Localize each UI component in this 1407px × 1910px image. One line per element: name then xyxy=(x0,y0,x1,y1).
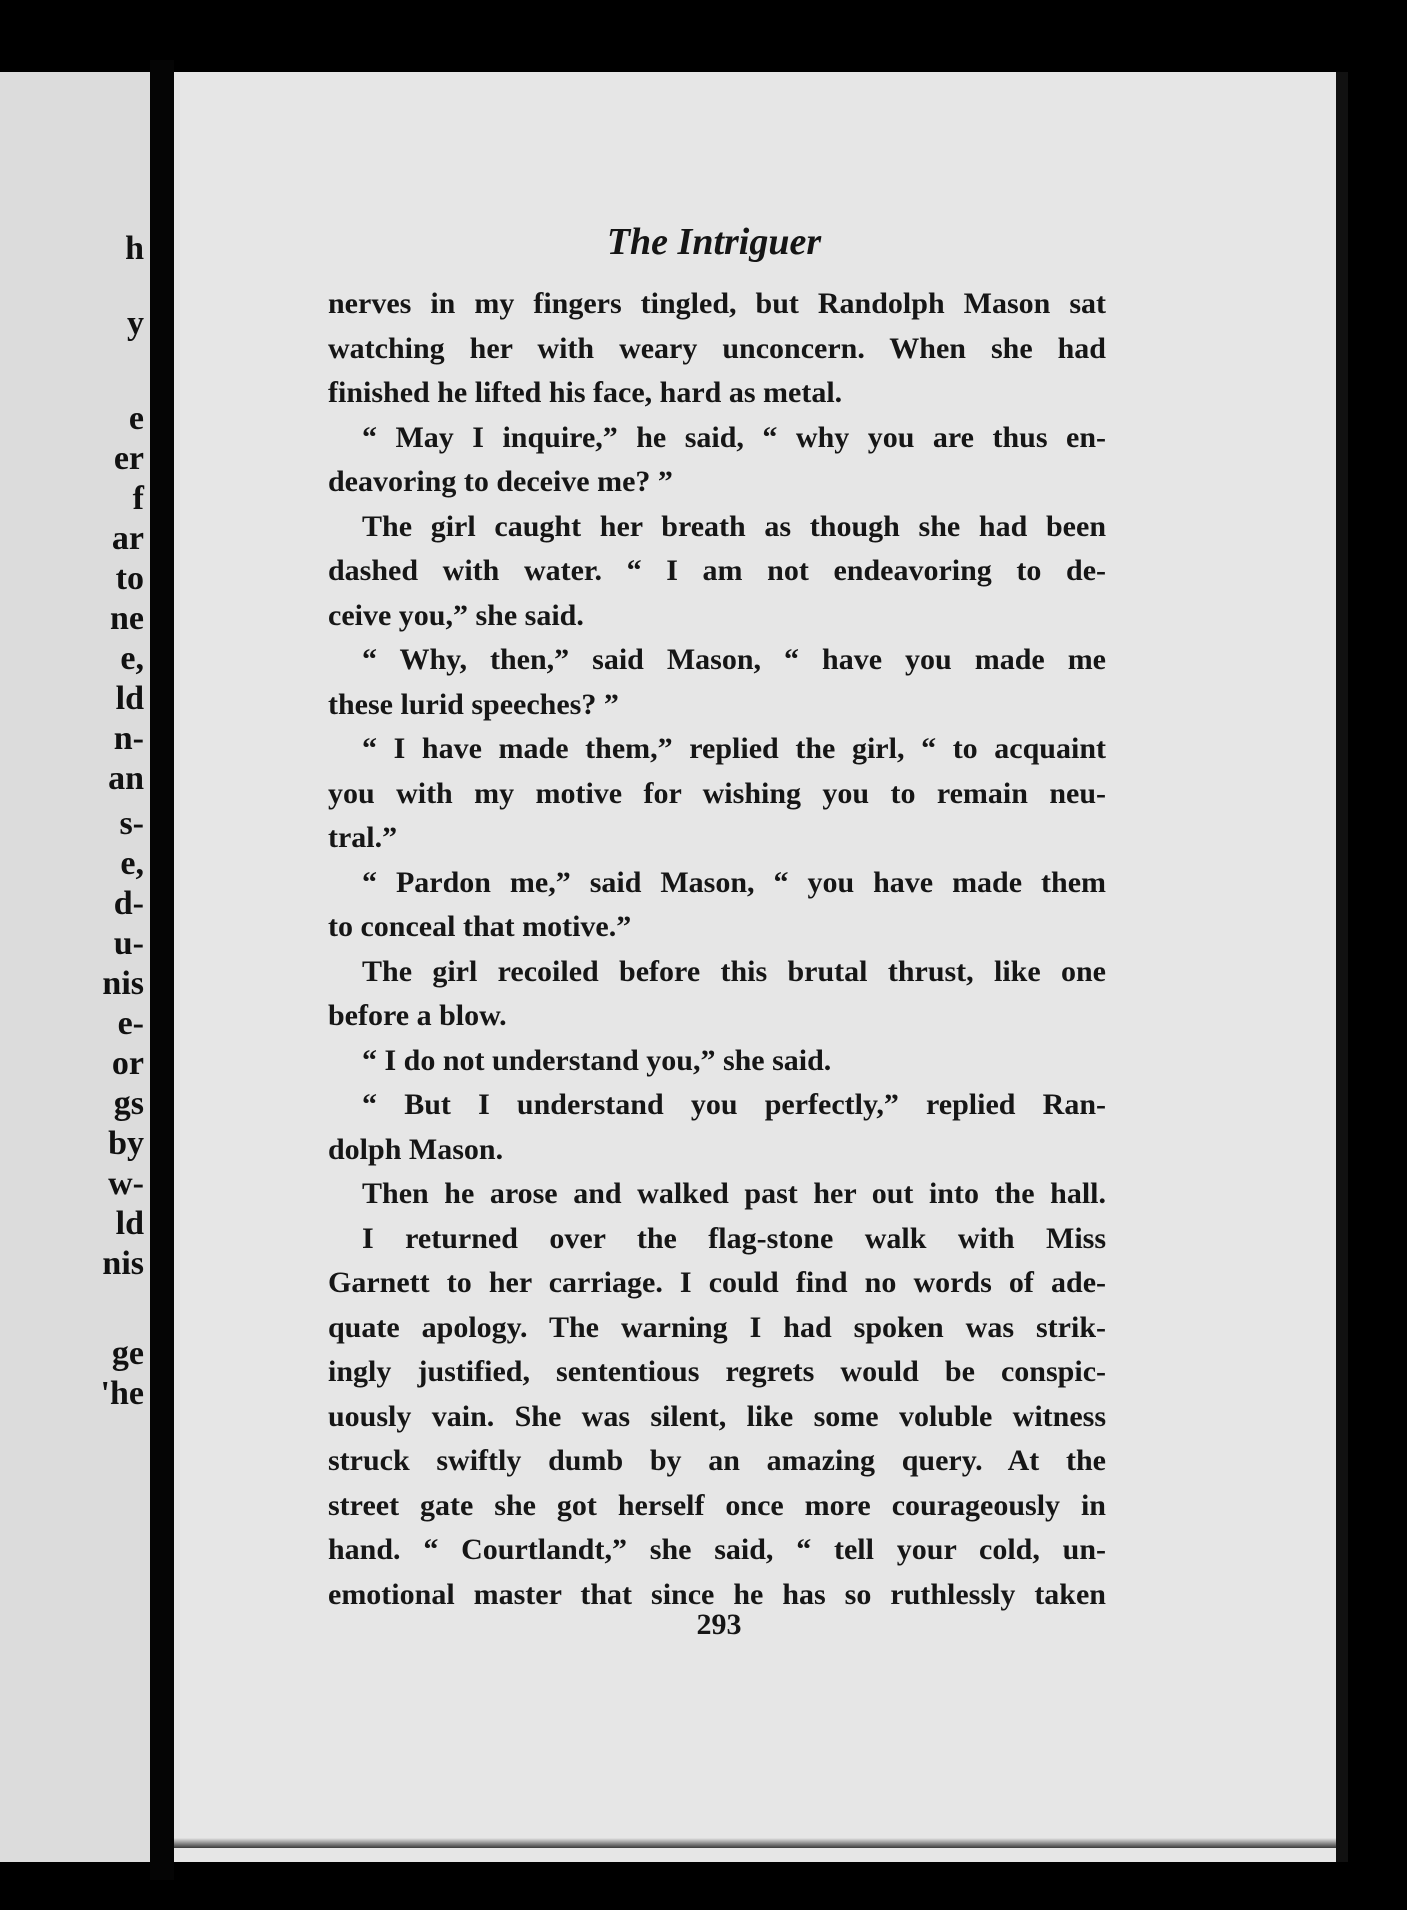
text-line: emotional master that since he has so ruthlessly taken xyxy=(328,1577,1106,1611)
text-line: “ Why, then,” said Mason, “ have you made me xyxy=(362,643,1106,676)
facing-page-text-fragment: ar xyxy=(111,520,144,557)
text-line: “ I do not understand you,” she said. xyxy=(362,1043,832,1077)
facing-page-text-fragment: or xyxy=(111,1045,144,1082)
text-line: uously vain. She was silent, like some voluble witness xyxy=(328,1399,1106,1433)
text-line: Then he arose and walked past her out into the hall. xyxy=(362,1177,1106,1210)
facing-page-text-fragment: s- xyxy=(119,805,144,842)
facing-page-text-fragment: d- xyxy=(113,885,144,922)
facing-page-text-fragment: nis xyxy=(102,1245,144,1282)
text-line: “ I have made them,” replied the girl, “ to acquaint xyxy=(362,732,1106,765)
facing-page-text-fragment: e, xyxy=(120,640,144,677)
facing-page-text-fragment: 'he xyxy=(100,1375,144,1412)
text-line: to conceal that motive.” xyxy=(328,910,632,943)
text-line: quate apology. The warning I had spoken was strik- xyxy=(328,1310,1106,1344)
text-line: tral.” xyxy=(328,821,398,854)
text-line: “ Pardon me,” said Mason, “ you have made them xyxy=(362,865,1106,899)
running-head: The Intriguer xyxy=(606,221,822,263)
text-line: I returned over the flag-stone walk with Miss xyxy=(362,1221,1106,1255)
facing-page-text-fragment: er xyxy=(113,440,144,477)
facing-page-text-fragment: u- xyxy=(113,925,144,962)
text-line: Garnett to her carriage. I could find no words of ade- xyxy=(328,1266,1106,1299)
page-number: 293 xyxy=(696,1608,742,1641)
facing-page-text-fragment: y xyxy=(127,305,144,342)
facing-page-text-fragment: gs xyxy=(113,1085,144,1122)
facing-page-text-fragment: e, xyxy=(120,845,144,882)
facing-page-text-fragment: n- xyxy=(113,720,144,757)
text-line: The girl caught her breath as though she had been xyxy=(362,509,1106,543)
facing-page-text-fragment: w- xyxy=(108,1165,144,1202)
text-line: ingly justified, sententious regrets would be conspic- xyxy=(328,1355,1106,1388)
text-line: “ May I inquire,” he said, “ why you are thus en- xyxy=(362,420,1106,454)
text-line: “ But I understand you perfectly,” replied Ran- xyxy=(362,1088,1106,1121)
facing-page-text-fragment: e- xyxy=(117,1005,144,1042)
text-line: ceive you,” she said. xyxy=(328,598,584,632)
facing-page-text-fragment: ge xyxy=(111,1335,144,1372)
facing-page-text-fragment: ld xyxy=(115,680,144,717)
text-line: hand. “ Courtlandt,” she said, “ tell your cold, un- xyxy=(328,1533,1106,1566)
body-text xyxy=(328,282,1106,1617)
book-page xyxy=(174,72,1336,1862)
facing-page-text-fragment: to xyxy=(115,560,144,597)
page-edge-shadow xyxy=(1336,72,1348,1862)
facing-page-fragment xyxy=(0,72,150,1862)
facing-page-text-fragment: h xyxy=(125,230,144,267)
book-gutter xyxy=(150,60,174,1880)
text-line: dolph Mason. xyxy=(328,1132,504,1166)
text-line: The girl recoiled before this brutal thrust, like one xyxy=(362,954,1106,988)
text-line: you with my motive for wishing you to remain neu- xyxy=(328,776,1106,810)
facing-page-text-fragment: ld xyxy=(115,1205,144,1242)
facing-page-text-fragment: an xyxy=(108,760,144,797)
page-bottom-shadow xyxy=(174,1838,1336,1848)
text-line: dashed with water. “ I am not endeavoring to de- xyxy=(328,554,1106,587)
facing-page-text-fragment: ne xyxy=(110,600,144,637)
text-line: watching her with weary unconcern. When she had xyxy=(328,331,1106,365)
text-line: struck swiftly dumb by an amazing query. At the xyxy=(328,1444,1106,1477)
facing-page-text-fragment: e xyxy=(128,400,144,437)
text-line: finished he lifted his face, hard as metal. xyxy=(328,376,843,409)
text-line: street gate she got herself once more courageously in xyxy=(328,1488,1106,1522)
text-line: before a blow. xyxy=(328,999,507,1032)
text-line: nerves in my fingers tingled, but Randolph Mason sat xyxy=(328,287,1106,320)
facing-page-text-fragment: nis xyxy=(102,965,144,1002)
facing-page-text-fragment: f xyxy=(132,480,144,517)
text-line: deavoring to deceive me? ” xyxy=(328,465,673,498)
facing-page-text-fragment: by xyxy=(108,1125,144,1162)
text-line: these lurid speeches? ” xyxy=(328,687,619,721)
